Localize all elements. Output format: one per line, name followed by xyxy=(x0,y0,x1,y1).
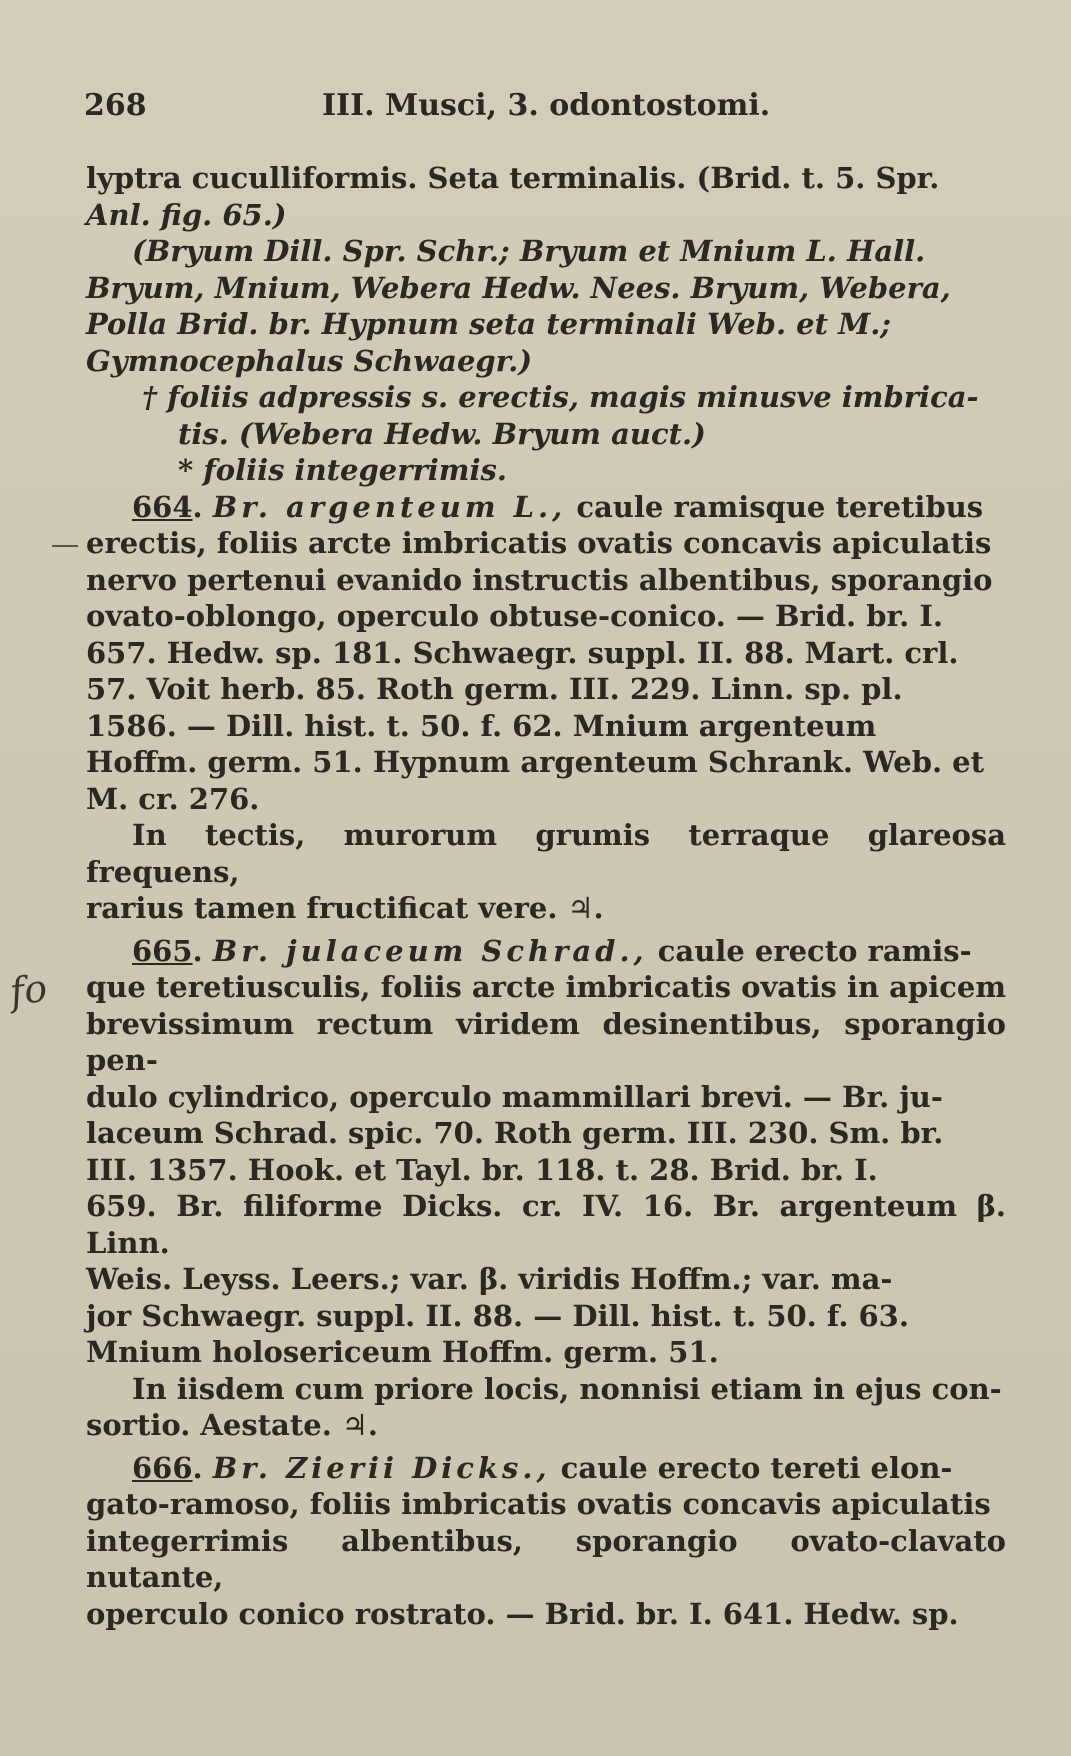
species-number: 664 xyxy=(132,489,193,524)
text-line: 659. Br. filiforme Dicks. cr. IV. 16. Br. argenteum β. Linn. xyxy=(86,1189,1006,1260)
handwritten-margin-note: fo xyxy=(7,965,50,1015)
text-line: operculo conico rostrato. — Brid. br. I. 641. Hedw. sp. xyxy=(86,1596,959,1631)
text-line: In tectis, murorum grumis terraque glareosa frequens, xyxy=(86,818,1006,889)
margin-dash-mark xyxy=(52,545,78,547)
text-line: * foliis integerrimis. xyxy=(178,453,507,487)
species-number: 666 xyxy=(132,1450,193,1485)
text-line: sortio. Aestate. ♃. xyxy=(86,1408,378,1442)
species-name: Br. argenteum L., xyxy=(212,489,567,524)
species-entry-666: 666. Br. Zierii Dicks., caule erecto tereti elon- gato-ramoso, foliis imbricatis ovatis concavis apiculatis integerrimis albentibus, sporangio ovato-clavato nutante, operculo conico rostrato. — Brid. br. I. 641. Hedw. sp. xyxy=(86,1450,1006,1631)
text-line: caule ramisque teretibus xyxy=(576,489,984,524)
species-entry-665: 665. Br. julaceum Schrad., caule erecto ramis- que teretiusculis, foliis arcte imbricatis ovatis in apicem brevissimum rectum viridem desinentibus, sporangio pen- dulo cylindrico, operculo mammillari brevi. — Br. ju- laceum Schrad. spic. 70. Roth germ. III. 230. Sm. br. III. 1357. Hook. et Tayl. br. 118. t. 28. Brid. br. I. 659. Br. filiforme Dicks. cr. IV. 16. Br. argenteum β. Linn. Weis. Leyss. Leers.; var. β. viridis Hoffm.; var. ma- jor Schwaegr. suppl. II. 88. — Dill. hist. t. 50. f. 63. Mnium holosericeum Hoffm. germ. 51. xyxy=(86,933,1007,1369)
text-line: caule erecto tereti elon- xyxy=(560,1450,953,1485)
text-line: nervo pertenui evanido instructis albentibus, sporangio xyxy=(86,562,993,597)
text-line: Polla Brid. br. Hypnum seta terminali Web. et M.; xyxy=(86,307,891,341)
text-line: M. cr. 276. xyxy=(86,781,260,816)
text-line: caule erecto ramis- xyxy=(657,933,972,968)
text-line: In iisdem cum priore locis, nonnisi etiam in ejus con- xyxy=(132,1371,1002,1406)
text-line: Bryum, Mnium, Webera Hedw. Nees. Bryum, Webera, xyxy=(86,270,951,305)
paragraph-calyptra xyxy=(86,160,1006,233)
species-name: Br. julaceum Schrad., xyxy=(212,933,648,968)
text-line: rarius tamen fructificat vere. ♃. xyxy=(86,891,604,925)
text-line: gato-ramoso, foliis imbricatis ovatis concavis apiculatis xyxy=(86,1487,991,1521)
text-line: Anl. fig. 65.) xyxy=(86,197,287,232)
subsection-heading-integerrimis xyxy=(86,452,1006,489)
text-line: dulo cylindrico, operculo mammillari brevi. — Br. ju- xyxy=(86,1079,943,1114)
paragraph-synonyms xyxy=(86,233,1006,379)
text-line: (Bryum Dill. Spr. Schr.; Bryum et Mnium L. Hall. xyxy=(132,234,926,268)
running-header xyxy=(84,88,1004,132)
text-line: III. 1357. Hook. et Tayl. br. 118. t. 28. Brid. br. I. xyxy=(86,1152,878,1187)
running-title: III. Musci, 3. odontostomi. xyxy=(322,88,771,123)
text-line: erectis, foliis arcte imbricatis ovatis concavis apiculatis xyxy=(86,526,992,560)
section-heading-adpressis xyxy=(86,379,1006,452)
text-line: † foliis adpressis s. erectis, magis minusve imbrica- xyxy=(142,380,979,414)
text-line: integerrimis albentibus, sporangio ovato-clavato nutante, xyxy=(86,1523,1006,1594)
text-line: laceum Schrad. spic. 70. Roth germ. III. 230. Sm. br. xyxy=(86,1116,944,1150)
text-line: Gymnocephalus Schwaegr.) xyxy=(86,343,533,378)
habitat-664 xyxy=(86,817,1006,927)
text-line: lyptra cuculliformis. Seta terminalis. (Brid. t. 5. Spr. xyxy=(86,161,940,195)
species-number: 665 xyxy=(132,933,193,968)
species-entry-664: 664. Br. argenteum L., caule ramisque teretibus erectis, foliis arcte imbricatis ovatis concavis apiculatis nervo pertenui evanido instructis albentibus, sporangio ovato-oblongo, operculo obtuse-conico. — Brid. br. I. 657. Hedw. sp. 181. Schwaegr. suppl. II. 88. Mart. crl. 57. Voit herb. 85. Roth germ. III. 229. Linn. sp. pl. 1586. — Dill. hist. t. 50. f. 62. Mnium argenteum Hoffm. germ. 51. Hypnum argenteum Schrank. Web. et M. cr. 276. xyxy=(86,489,1006,818)
text-line: jor Schwaegr. suppl. II. 88. — Dill. hist. t. 50. f. 63. xyxy=(86,1298,909,1333)
species-name: Br. Zierii Dicks., xyxy=(212,1450,551,1485)
body-text xyxy=(86,160,1006,1632)
text-line: 1586. — Dill. hist. t. 50. f. 62. Mnium argenteum xyxy=(86,708,877,743)
text-line: ovato-oblongo, operculo obtuse-conico. — Brid. br. I. xyxy=(86,599,944,633)
text-line: 657. Hedw. sp. 181. Schwaegr. suppl. II. 88. Mart. crl. xyxy=(86,635,959,670)
habitat-665 xyxy=(86,1371,1006,1444)
text-line: tis. (Webera Hedw. Bryum auct.) xyxy=(178,416,706,451)
text-line: brevissimum rectum viridem desinentibus, sporangio pen- xyxy=(86,1006,1006,1077)
text-line: 57. Voit herb. 85. Roth germ. III. 229. Linn. sp. pl. xyxy=(86,672,903,706)
page-number: 268 xyxy=(84,88,147,123)
text-line: Mnium holosericeum Hoffm. germ. 51. xyxy=(86,1335,719,1369)
text-line: Weis. Leyss. Leers.; var. β. viridis Hoffm.; var. ma- xyxy=(86,1262,893,1296)
text-line: que teretiusculis, foliis arcte imbricatis ovatis in apicem xyxy=(86,970,1007,1004)
text-line: Hoffm. germ. 51. Hypnum argenteum Schrank. Web. et xyxy=(86,745,985,779)
